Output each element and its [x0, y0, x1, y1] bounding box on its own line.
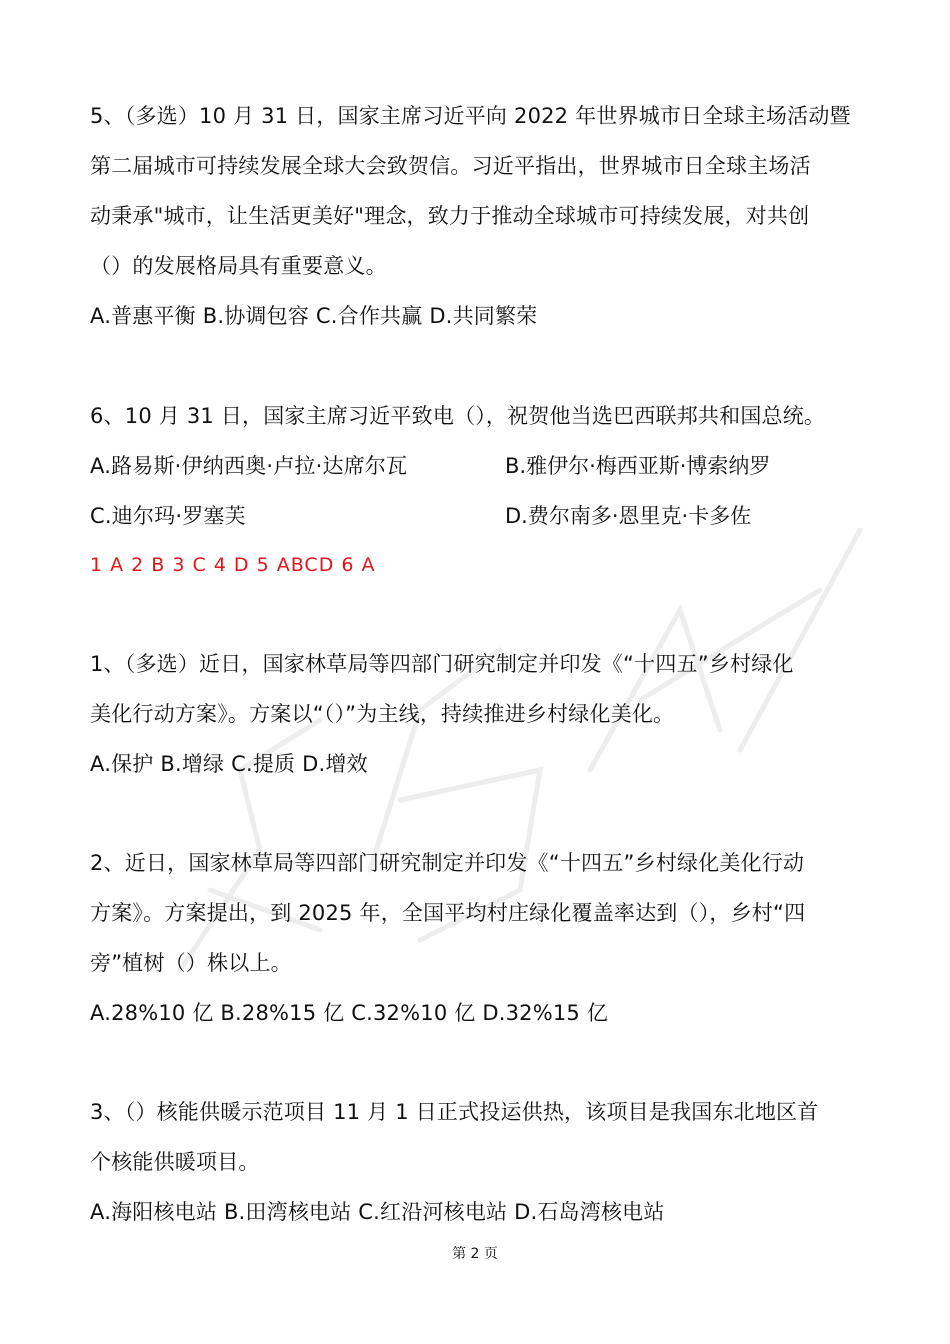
q3-line-2: 个核能供暖项目。 — [90, 1150, 260, 1174]
q2-options: A.28%10 亿 B.28%15 亿 C.32%10 亿 D.32%15 亿 — [90, 1001, 609, 1025]
q5-options: A.普惠平衡 B.协调包容 C.合作共赢 D.共同繁荣 — [90, 304, 538, 328]
q5-line-1: 5、（多选）10 月 31 日，国家主席习近平向 2022 年世界城市日全球主场活动暨 — [90, 104, 851, 128]
q1-options: A.保护 B.增绿 C.提质 D.增效 — [90, 752, 368, 776]
q3-line-1: 3、（）核能供暖示范项目 11 月 1 日正式投运供热，该项目是我国东北地区首 — [90, 1100, 819, 1124]
q1-line-2: 美化行动方案》。方案以“（）”为主线，持续推进乡村绿化美化。 — [90, 702, 675, 726]
page-number: 第 2 页 — [452, 1246, 498, 1262]
q2-line-3: 旁”植树（）株以上。 — [90, 951, 292, 975]
q2-line-1: 2、近日，国家林草局等四部门研究制定并印发《“十四五”乡村绿化美化行动 — [90, 851, 805, 875]
q5-line-3: 动秉承"城市，让生活更美好"理念，致力于推动全球城市可持续发展，对共创 — [90, 204, 810, 228]
q1-line-1: 1、（多选）近日，国家林草局等四部门研究制定并印发《“十四五”乡村绿化 — [90, 652, 794, 676]
q3-options: A.海阳核电站 B.田湾核电站 C.红沿河核电站 D.石岛湾核电站 — [90, 1200, 665, 1224]
q6-option-a: A.路易斯·伊纳西奥·卢拉·达席尔瓦 — [90, 454, 408, 478]
q5-line-4: （）的发展格局具有重要意义。 — [90, 254, 387, 278]
q2-line-2: 方案》。方案提出，到 2025 年，全国平均村庄绿化覆盖率达到（），乡村“四 — [90, 901, 806, 925]
q6-option-b: B.雅伊尔·梅西亚斯·博索纳罗 — [505, 454, 771, 478]
answer-key: 1 A 2 B 3 C 4 D 5 ABCD 6 A — [90, 554, 376, 576]
q6-option-c: C.迪尔玛·罗塞芙 — [90, 504, 246, 528]
q5-line-2: 第二届城市可持续发展全球大会致贺信。习近平指出，世界城市日全球主场活 — [90, 154, 811, 178]
q6-line: 6、10 月 31 日，国家主席习近平致电（），祝贺他当选巴西联邦共和国总统。 — [90, 404, 826, 428]
q6-option-d: D.费尔南多·恩里克·卡多佐 — [505, 504, 752, 528]
